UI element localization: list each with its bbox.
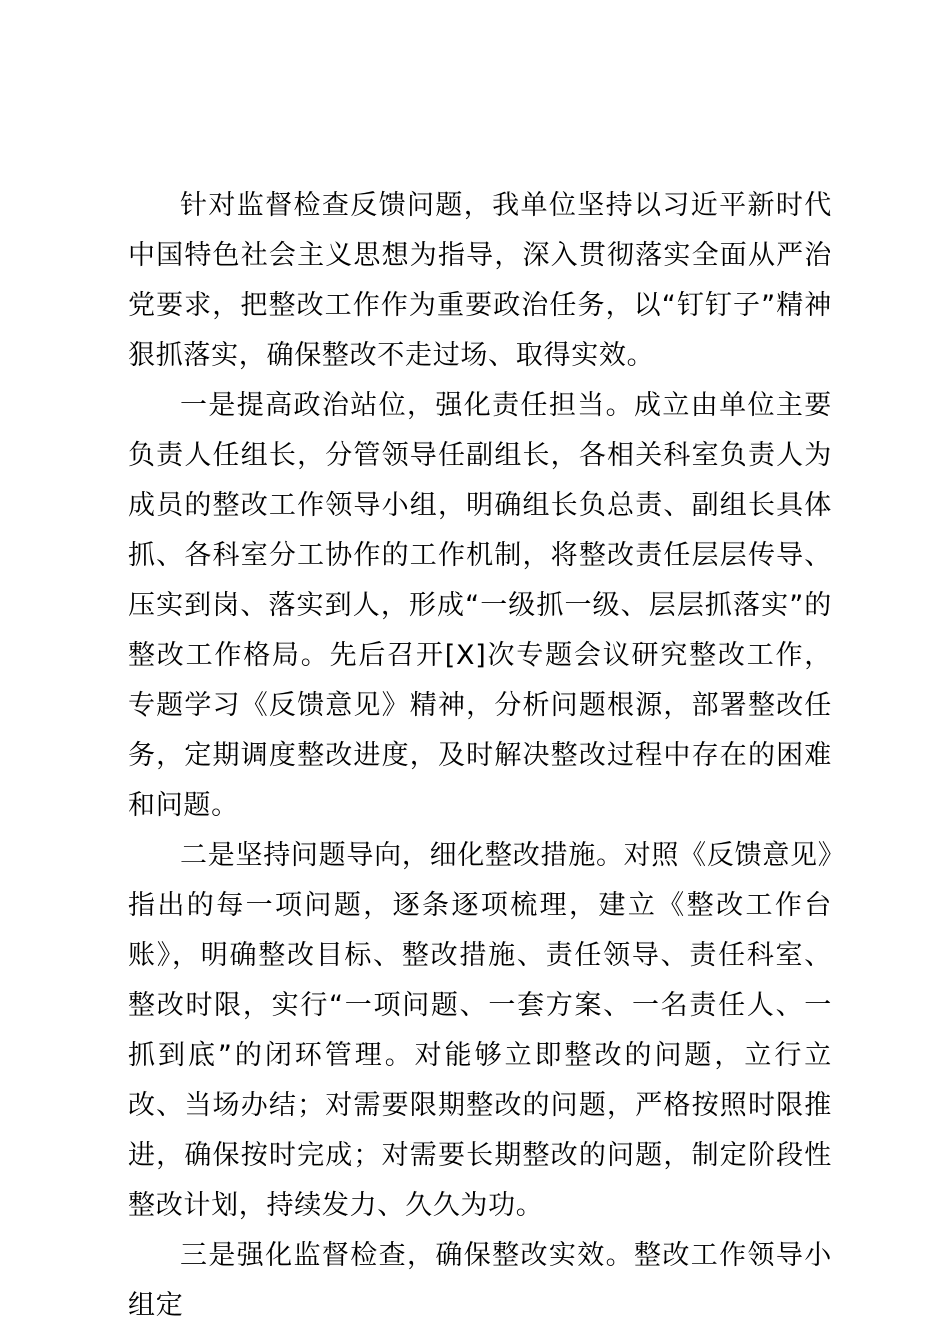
paragraph-point-two: 二是坚持问题导向，细化整改措施。对照《反馈意见》指出的每一项问题，逐条逐项梳理，建立《整改工作台账》，明确整改目标、整改措施、责任领导、责任科室、整改时限，实行“一项问题、一套方案、一名责任人、一抓到底”的闭环管理。对能够立即整改的问题，立行立改、当场办结；对需要限期整改的问题，严格按照时限推进，确保按时完成；对需要长期整改的问题，制定阶段性整改计划，持续发力、久久为功。: [128, 840, 832, 1221]
document-body: [128, 181, 832, 1331]
paragraph-point-one: 一是提高政治站位，强化责任担当。成立由单位主要负责人任组长，分管领导任副组长，各相关科室负责人为成员的整改工作领导小组，明确组长负总责、副组长具体抓、各科室分工协作的工作机制，将整改责任层层传导、压实到岗、落实到人，形成“一级抓一级、层层抓落实”的整改工作格局。先后召开[X]次专题会议研究整改工作，专题学习《反馈意见》精神，分析问题根源，部署整改任务，定期调度整改进度，及时解决整改过程中存在的困难和问题。: [128, 390, 832, 821]
paragraph-intro: 针对监督检查反馈问题，我单位坚持以习近平新时代中国特色社会主义思想为指导，深入贯彻落实全面从严治党要求，把整改工作作为重要政治任务，以“钉钉子”精神狠抓落实，确保整改不走过场、取得实效。: [128, 190, 832, 371]
paragraph-point-three: 三是强化监督检查，确保整改实效。整改工作领导小组定: [128, 1240, 832, 1321]
